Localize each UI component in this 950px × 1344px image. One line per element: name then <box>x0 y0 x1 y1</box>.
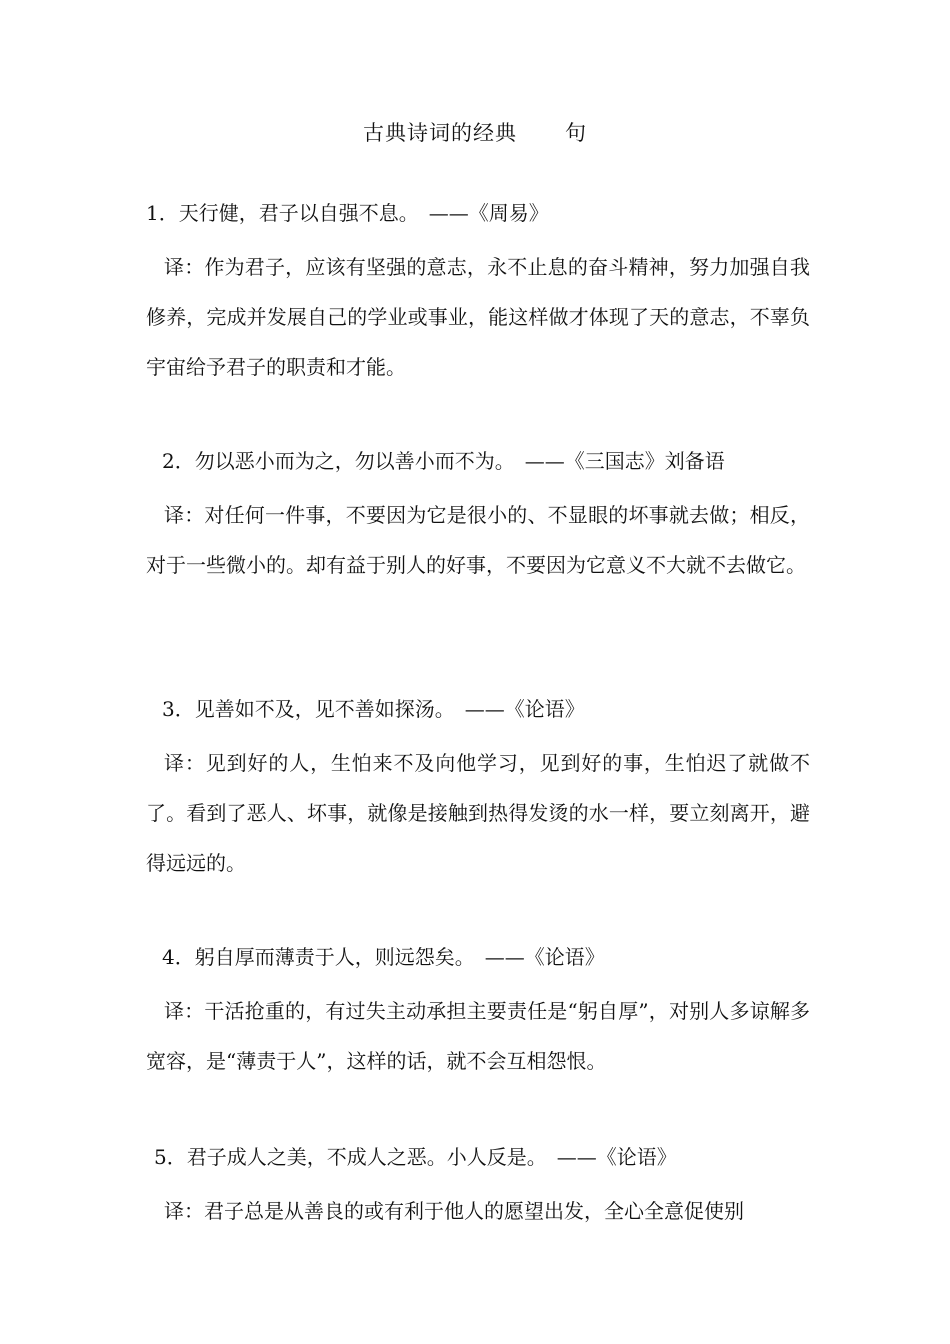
entry-source: ——《论语》 <box>484 945 605 969</box>
entry-translation: 译：干活抢重的，有过失主动承担主要责任是“躬自厚”，对别人多谅解多宽容，是“薄责于人”，这样的话，就不会互相怨恨。 <box>146 999 810 1073</box>
entry-heading <box>162 446 810 476</box>
entry-4-body <box>146 972 810 1086</box>
entry-5 <box>154 1142 810 1172</box>
entry-quote: 勿以恶小而为之，勿以善小而不为。 <box>194 449 515 473</box>
entry-quote: 君子成人之美，不成人之恶。小人反是。 <box>186 1145 547 1169</box>
entry-number: 2． <box>162 449 195 473</box>
entry-number: 1． <box>146 201 179 225</box>
entry-translation: 译：作为君子，应该有坚强的意志，永不止息的奋斗精神，努力加强自我修养，完成并发展自己的学业或事业，能这样做才体现了天的意志，不辜负宇宙给予君子的职责和才能。 <box>146 255 810 379</box>
title-right: 句 <box>565 121 587 145</box>
title-left: 古典诗词的经典 <box>363 121 517 145</box>
entry-heading <box>154 1142 810 1172</box>
entry-source: ——《论语》 <box>556 1145 677 1169</box>
entry-source: ——《论语》 <box>464 697 585 721</box>
entry-2-body <box>146 476 810 590</box>
entry-heading <box>162 694 810 724</box>
entry-translation: 译：见到好的人，生怕来不及向他学习，见到好的事，生怕迟了就做不了。看到了恶人、坏事，就像是接触到热得发烫的水一样，要立刻离开，避得远远的。 <box>146 751 810 875</box>
entry-1 <box>146 198 810 392</box>
entry-2 <box>162 446 810 476</box>
entry-5-body <box>146 1172 810 1236</box>
page-title <box>0 118 950 148</box>
entry-translation: 译：对任何一件事，不要因为它是很小的、不显眼的坏事就去做；相反，对于一些微小的。却有益于别人的好事，不要因为它意义不大就不去做它。 <box>146 503 810 577</box>
entry-3-body <box>146 724 810 888</box>
entry-number: 5． <box>154 1145 187 1169</box>
entry-heading <box>146 198 810 228</box>
entry-source: ——《三国志》刘备语 <box>524 449 725 473</box>
entry-source: ——《周易》 <box>428 201 549 225</box>
entry-quote: 见善如不及，见不善如探汤。 <box>194 697 455 721</box>
entry-3 <box>162 694 810 724</box>
entry-number: 4． <box>162 945 195 969</box>
entry-quote: 躬自厚而薄责于人，则远怨矣。 <box>194 945 475 969</box>
entry-4 <box>162 942 810 972</box>
entry-heading <box>162 942 810 972</box>
entry-number: 3． <box>162 697 195 721</box>
entry-translation: 译：君子总是从善良的或有利于他人的愿望出发，全心全意促使别 <box>164 1199 744 1223</box>
entry-quote: 天行健，君子以自强不息。 <box>178 201 419 225</box>
